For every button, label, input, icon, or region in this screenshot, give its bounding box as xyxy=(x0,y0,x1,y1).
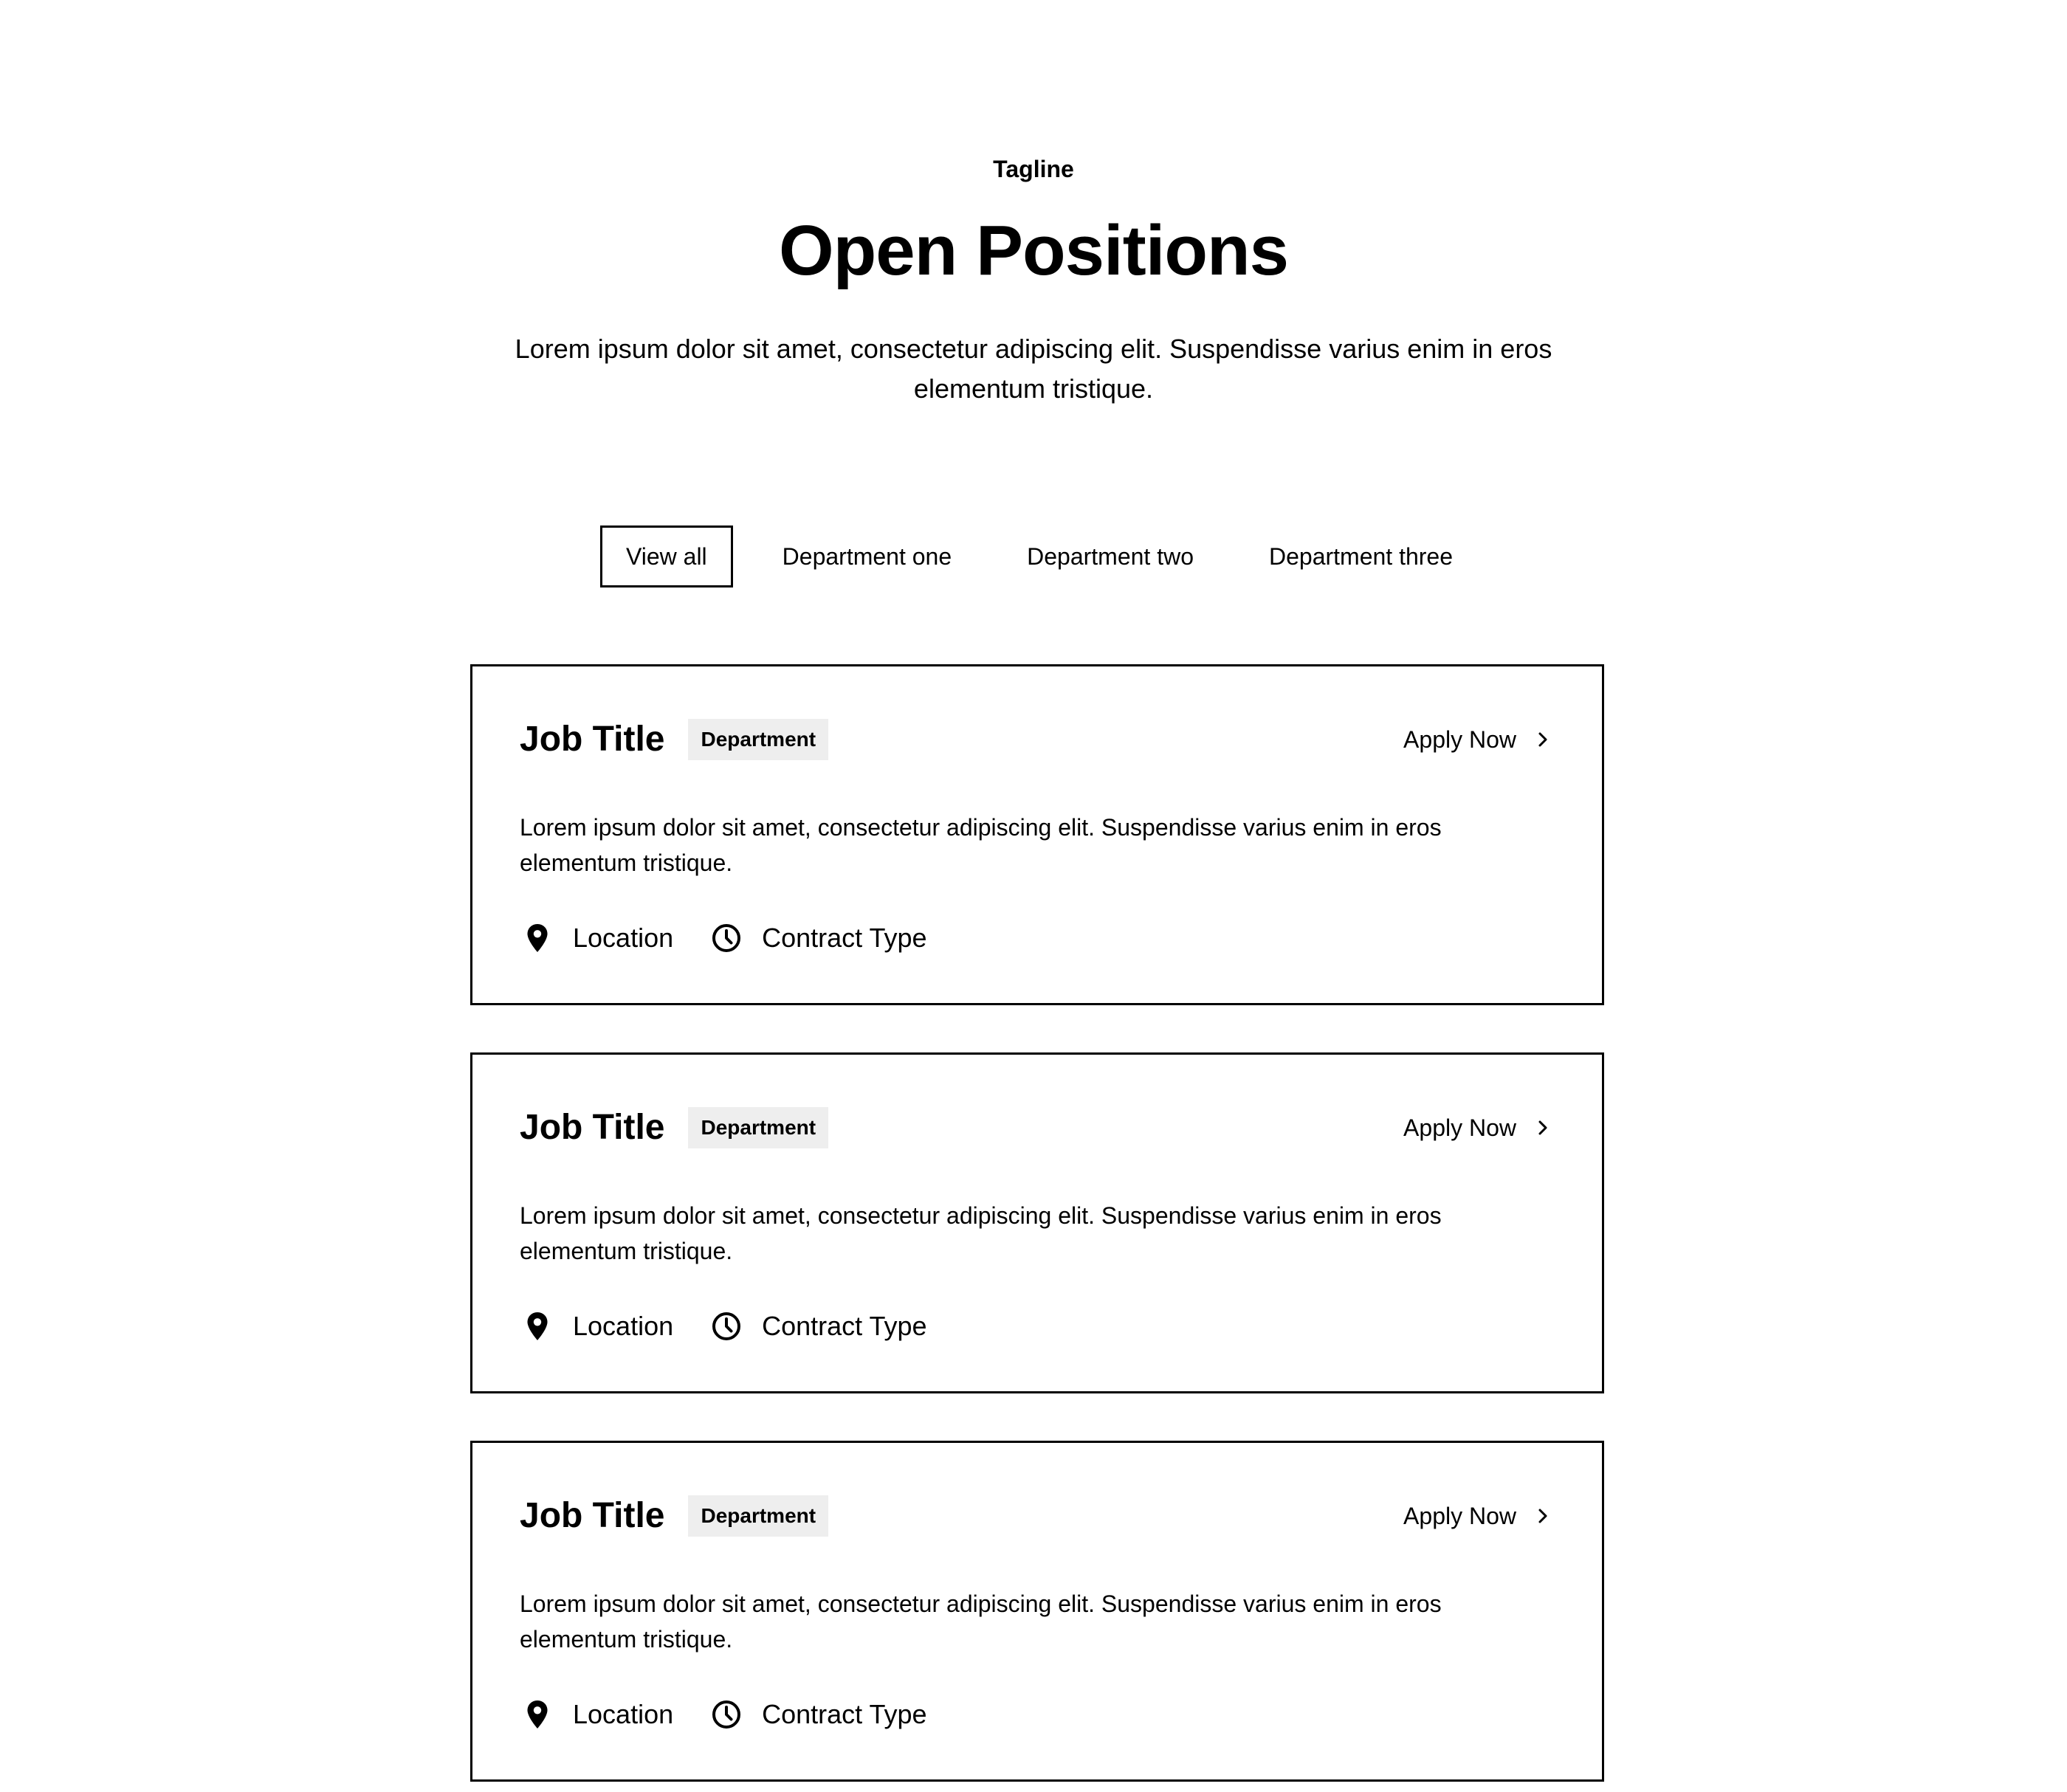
job-title: Job Title xyxy=(520,1108,665,1147)
apply-now-link[interactable] xyxy=(1403,1114,1555,1142)
job-description: Lorem ipsum dolor sit amet, consectetur adipiscing elit. Suspendisse varius enim in eros elementum tristique. xyxy=(520,814,1442,876)
apply-now-label: Apply Now xyxy=(1403,726,1516,753)
department-badge: Department xyxy=(688,719,828,760)
job-card xyxy=(470,1052,1604,1393)
job-title: Job Title xyxy=(520,1496,665,1535)
job-contract-type xyxy=(709,920,926,956)
job-location xyxy=(520,920,673,956)
tagline: Tagline xyxy=(993,156,1074,182)
tab-department-one[interactable]: Department one xyxy=(782,542,952,570)
tab-view-all[interactable]: View all xyxy=(600,525,733,587)
job-card xyxy=(470,1441,1604,1782)
job-location xyxy=(520,1697,673,1732)
job-card xyxy=(470,664,1604,1005)
job-contract-type xyxy=(709,1697,926,1732)
map-pin-icon xyxy=(520,1309,555,1344)
intro-text: Lorem ipsum dolor sit amet, consectetur adipiscing elit. Suspendisse varius enim in eros elementum tristique. xyxy=(515,334,1552,404)
contract-type-label: Contract Type xyxy=(762,1699,927,1729)
location-label: Location xyxy=(573,923,674,953)
page-title: Open Positions xyxy=(778,211,1289,290)
location-label: Location xyxy=(573,1311,674,1341)
job-contract-type xyxy=(709,1309,926,1344)
contract-type-label: Contract Type xyxy=(762,1311,927,1341)
map-pin-icon xyxy=(520,1697,555,1732)
clock-icon xyxy=(709,920,744,956)
apply-now-link[interactable] xyxy=(1403,726,1555,754)
job-title: Job Title xyxy=(520,720,665,759)
department-badge: Department xyxy=(688,1495,828,1537)
contract-type-label: Contract Type xyxy=(762,923,927,953)
tab-department-three[interactable]: Department three xyxy=(1269,542,1454,570)
chevron-right-icon xyxy=(1531,1504,1555,1528)
clock-icon xyxy=(709,1697,744,1732)
job-description: Lorem ipsum dolor sit amet, consectetur adipiscing elit. Suspendisse varius enim in eros elementum tristique. xyxy=(520,1202,1442,1264)
job-description: Lorem ipsum dolor sit amet, consectetur adipiscing elit. Suspendisse varius enim in eros elementum tristique. xyxy=(520,1591,1442,1653)
department-tabs xyxy=(0,525,2067,587)
department-badge: Department xyxy=(688,1107,828,1148)
chevron-right-icon xyxy=(1531,1116,1555,1140)
clock-icon xyxy=(709,1309,744,1344)
apply-now-link[interactable] xyxy=(1403,1503,1555,1530)
location-label: Location xyxy=(573,1699,674,1729)
apply-now-label: Apply Now xyxy=(1403,1114,1516,1141)
apply-now-label: Apply Now xyxy=(1403,1502,1516,1529)
job-location xyxy=(520,1309,673,1344)
chevron-right-icon xyxy=(1531,728,1555,751)
map-pin-icon xyxy=(520,920,555,956)
tab-department-two[interactable]: Department two xyxy=(1027,542,1194,570)
